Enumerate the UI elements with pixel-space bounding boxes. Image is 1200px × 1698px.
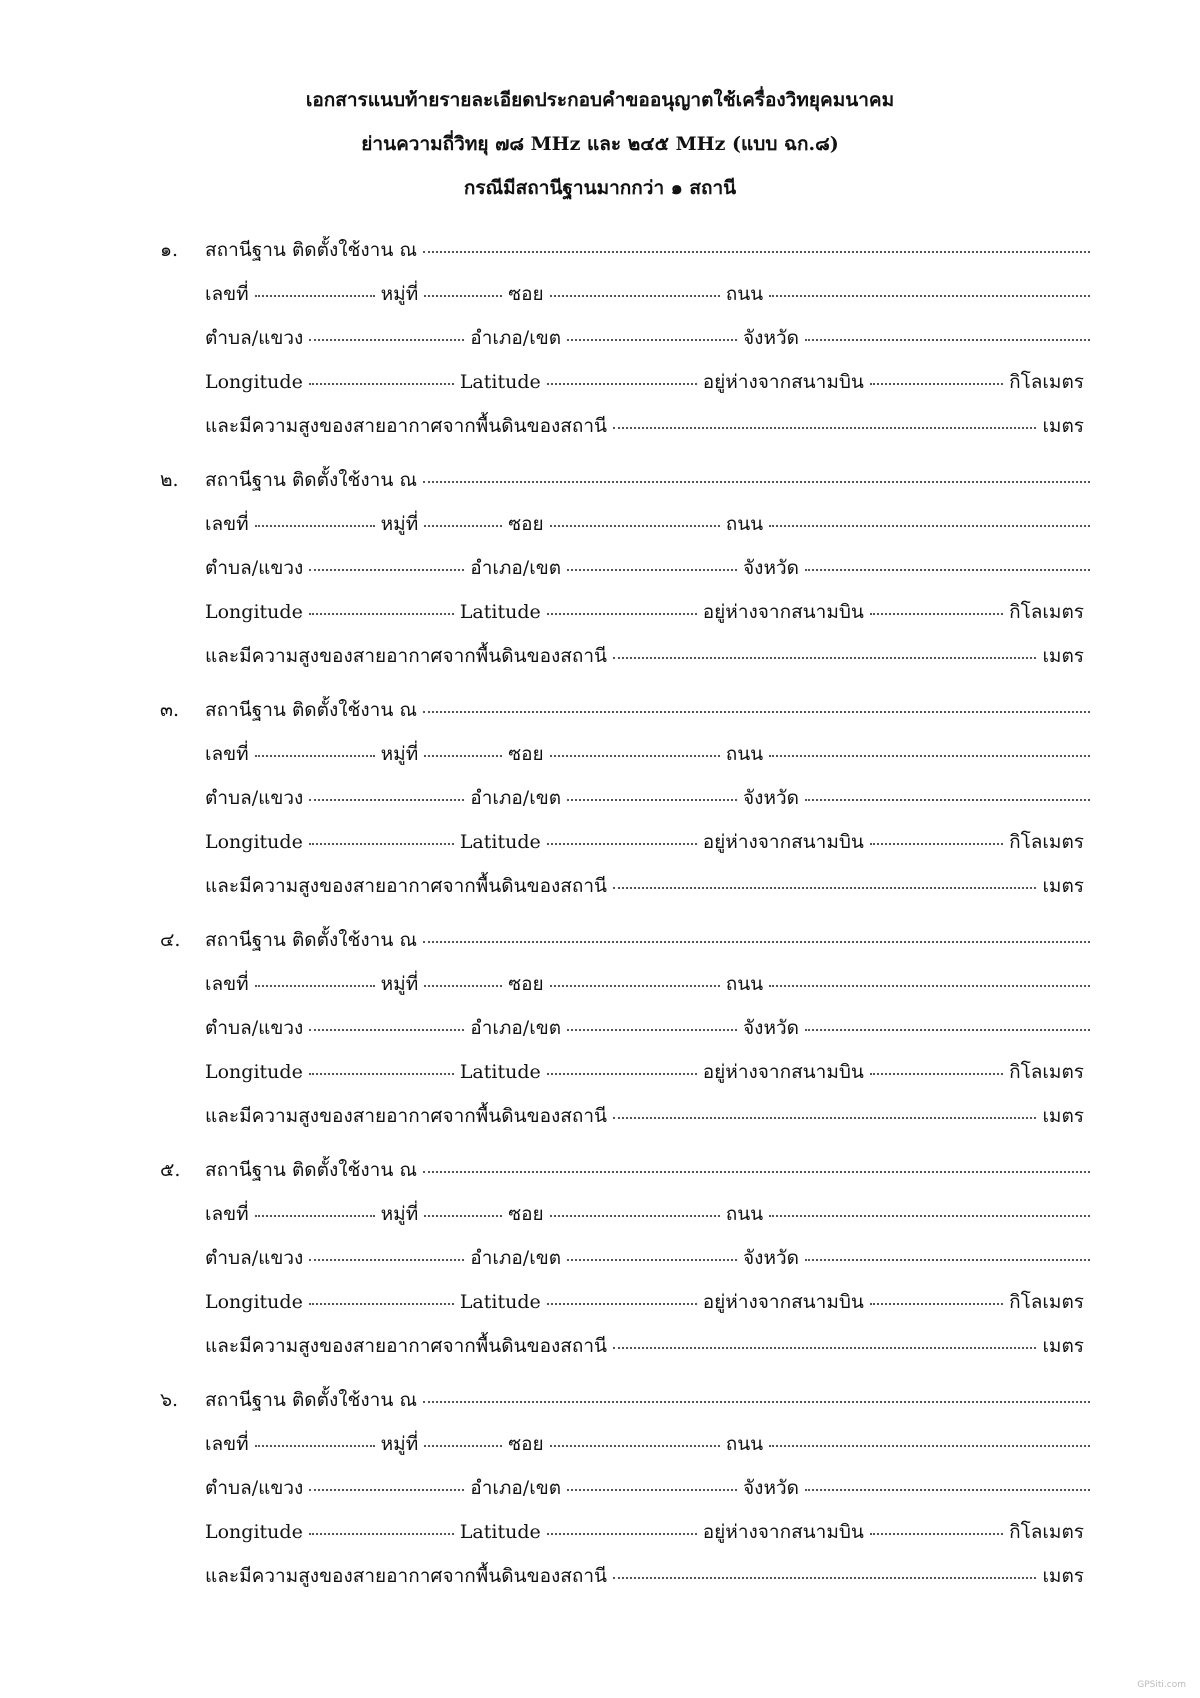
soi-field[interactable] [550, 1419, 720, 1447]
station-section [0, 458, 1200, 688]
kilometer-unit-label: กิโลเมตร [1009, 1061, 1084, 1083]
subdistrict-label: ตำบล/แขวง [205, 1017, 304, 1039]
kilometer-unit-label: กิโลเมตร [1009, 1291, 1084, 1313]
longitude-field[interactable] [309, 587, 454, 615]
station-location-label: สถานีฐาน ติดตั้งใช้งาน ณ [205, 239, 418, 261]
address-row [0, 1422, 1200, 1466]
meter-unit-label: เมตร [1042, 1335, 1084, 1357]
antenna-height-row [0, 1324, 1200, 1368]
province-label: จังหวัด [743, 1477, 799, 1499]
house-no-field[interactable] [255, 499, 375, 527]
airport-distance-label: อยู่ห่างจากสนามบิน [702, 831, 864, 853]
province-field[interactable] [805, 543, 1090, 571]
road-field[interactable] [769, 1189, 1090, 1217]
area-row [0, 316, 1200, 360]
station-number: ๒. [160, 469, 179, 491]
latitude-field[interactable] [547, 1047, 697, 1075]
station-location-row [0, 1378, 1200, 1422]
airport-distance-field[interactable] [870, 817, 1003, 845]
footer-watermark: GPSiti.com [1137, 1680, 1186, 1690]
document-header [0, 78, 1200, 210]
longitude-field[interactable] [309, 1277, 454, 1305]
station-location-row [0, 228, 1200, 272]
station-location-label: สถานีฐาน ติดตั้งใช้งาน ณ [205, 1159, 418, 1181]
airport-distance-label: อยู่ห่างจากสนามบิน [702, 1291, 864, 1313]
coordinates-row [0, 360, 1200, 404]
airport-distance-field[interactable] [870, 357, 1003, 385]
station-number: ๔. [160, 929, 181, 951]
airport-distance-field[interactable] [870, 1277, 1003, 1305]
district-field[interactable] [567, 543, 737, 571]
house-no-field[interactable] [255, 729, 375, 757]
longitude-field[interactable] [309, 1047, 454, 1075]
station-section [0, 1378, 1200, 1608]
station-location-label: สถานีฐาน ติดตั้งใช้งาน ณ [205, 1389, 418, 1411]
district-field[interactable] [567, 1003, 737, 1031]
antenna-height-label: และมีความสูงของสายอากาศจากพื้นดินของสถานี [205, 415, 608, 437]
station-location-row [0, 458, 1200, 502]
road-field[interactable] [769, 1419, 1090, 1447]
soi-label: ซอย [508, 1433, 544, 1455]
soi-label: ซอย [508, 1203, 544, 1225]
road-label: ถนน [725, 283, 764, 305]
moo-field[interactable] [424, 269, 502, 297]
airport-distance-label: อยู่ห่างจากสนามบิน [702, 1061, 864, 1083]
station-list [0, 228, 1200, 1608]
airport-distance-label: อยู่ห่างจากสนามบิน [702, 601, 864, 623]
house-no-field[interactable] [255, 959, 375, 987]
latitude-label: Latitude [459, 831, 541, 853]
antenna-height-field[interactable] [613, 1321, 1036, 1349]
area-row [0, 546, 1200, 590]
document-title-line-1: เอกสารแนบท้ายรายละเอียดประกอบคำขออนุญาตใช้เครื่องวิทยุคมนาคม [305, 89, 895, 111]
latitude-label: Latitude [459, 1061, 541, 1083]
road-label: ถนน [725, 1433, 764, 1455]
kilometer-unit-label: กิโลเมตร [1009, 601, 1084, 623]
house-no-field[interactable] [255, 269, 375, 297]
latitude-field[interactable] [547, 1277, 697, 1305]
moo-label: หมู่ที่ [380, 513, 419, 535]
antenna-height-label: และมีความสูงของสายอากาศจากพื้นดินของสถานี [205, 1105, 608, 1127]
road-label: ถนน [725, 513, 764, 535]
station-number: ๖. [160, 1389, 179, 1411]
antenna-height-row [0, 1094, 1200, 1138]
antenna-height-label: และมีความสูงของสายอากาศจากพื้นดินของสถานี [205, 875, 608, 897]
soi-label: ซอย [508, 283, 544, 305]
station-location-field[interactable] [423, 1145, 1090, 1173]
antenna-height-field[interactable] [613, 631, 1036, 659]
province-label: จังหวัด [743, 557, 799, 579]
district-field[interactable] [567, 313, 737, 341]
moo-label: หมู่ที่ [380, 1433, 419, 1455]
moo-label: หมู่ที่ [380, 973, 419, 995]
province-field[interactable] [805, 773, 1090, 801]
latitude-label: Latitude [459, 1291, 541, 1313]
road-field[interactable] [769, 959, 1090, 987]
subdistrict-label: ตำบล/แขวง [205, 327, 304, 349]
province-field[interactable] [805, 1003, 1090, 1031]
district-field[interactable] [567, 1233, 737, 1261]
road-field[interactable] [769, 499, 1090, 527]
province-field[interactable] [805, 313, 1090, 341]
soi-label: ซอย [508, 973, 544, 995]
station-location-field[interactable] [423, 1375, 1090, 1403]
airport-distance-label: อยู่ห่างจากสนามบิน [702, 1521, 864, 1543]
district-label: อำเภอ/เขต [470, 557, 562, 579]
soi-field[interactable] [550, 269, 720, 297]
district-label: อำเภอ/เขต [470, 1247, 562, 1269]
house-no-label: เลขที่ [205, 513, 249, 535]
subdistrict-field[interactable] [309, 543, 464, 571]
meter-unit-label: เมตร [1042, 415, 1084, 437]
airport-distance-field[interactable] [870, 587, 1003, 615]
house-no-field[interactable] [255, 1419, 375, 1447]
road-field[interactable] [769, 269, 1090, 297]
moo-field[interactable] [424, 1189, 502, 1217]
meter-unit-label: เมตร [1042, 1105, 1084, 1127]
latitude-label: Latitude [459, 1521, 541, 1543]
station-section [0, 228, 1200, 458]
longitude-label: Longitude [205, 601, 303, 623]
longitude-label: Longitude [205, 1061, 303, 1083]
address-row [0, 962, 1200, 1006]
longitude-label: Longitude [205, 1291, 303, 1313]
station-number: ๑. [160, 239, 179, 261]
station-location-label: สถานีฐาน ติดตั้งใช้งาน ณ [205, 699, 418, 721]
house-no-label: เลขที่ [205, 1433, 249, 1455]
district-field[interactable] [567, 1463, 737, 1491]
soi-field[interactable] [550, 729, 720, 757]
coordinates-row [0, 1280, 1200, 1324]
antenna-height-row [0, 634, 1200, 678]
province-label: จังหวัด [743, 787, 799, 809]
kilometer-unit-label: กิโลเมตร [1009, 831, 1084, 853]
antenna-height-label: และมีความสูงของสายอากาศจากพื้นดินของสถานี [205, 1565, 608, 1587]
station-location-row [0, 688, 1200, 732]
moo-field[interactable] [424, 729, 502, 757]
subdistrict-label: ตำบล/แขวง [205, 787, 304, 809]
subdistrict-label: ตำบล/แขวง [205, 1247, 304, 1269]
antenna-height-field[interactable] [613, 1091, 1036, 1119]
station-location-field[interactable] [423, 455, 1090, 483]
soi-field[interactable] [550, 959, 720, 987]
latitude-field[interactable] [547, 817, 697, 845]
subdistrict-field[interactable] [309, 1233, 464, 1261]
house-no-label: เลขที่ [205, 1203, 249, 1225]
district-label: อำเภอ/เขต [470, 1017, 562, 1039]
moo-label: หมู่ที่ [380, 1203, 419, 1225]
moo-field[interactable] [424, 1419, 502, 1447]
antenna-height-label: และมีความสูงของสายอากาศจากพื้นดินของสถานี [205, 645, 608, 667]
subdistrict-field[interactable] [309, 313, 464, 341]
latitude-field[interactable] [547, 587, 697, 615]
station-location-field[interactable] [423, 225, 1090, 253]
house-no-field[interactable] [255, 1189, 375, 1217]
latitude-field[interactable] [547, 357, 697, 385]
coordinates-row [0, 1510, 1200, 1554]
moo-label: หมู่ที่ [380, 283, 419, 305]
airport-distance-label: อยู่ห่างจากสนามบิน [702, 371, 864, 393]
district-field[interactable] [567, 773, 737, 801]
soi-field[interactable] [550, 499, 720, 527]
meter-unit-label: เมตร [1042, 645, 1084, 667]
soi-label: ซอย [508, 513, 544, 535]
antenna-height-row [0, 1554, 1200, 1598]
subdistrict-label: ตำบล/แขวง [205, 1477, 304, 1499]
province-field[interactable] [805, 1463, 1090, 1491]
station-section [0, 688, 1200, 918]
station-location-row [0, 918, 1200, 962]
road-label: ถนน [725, 743, 764, 765]
latitude-label: Latitude [459, 601, 541, 623]
area-row [0, 1466, 1200, 1510]
coordinates-row [0, 590, 1200, 634]
document-title-line-3: กรณีมีสถานีฐานมากกว่า ๑ สถานี [463, 177, 737, 199]
address-row [0, 502, 1200, 546]
road-label: ถนน [725, 1203, 764, 1225]
district-label: อำเภอ/เขต [470, 327, 562, 349]
station-number: ๕. [160, 1159, 181, 1181]
station-section [0, 1148, 1200, 1378]
subdistrict-label: ตำบล/แขวง [205, 557, 304, 579]
address-row [0, 1192, 1200, 1236]
antenna-height-field[interactable] [613, 1551, 1036, 1579]
antenna-height-label: และมีความสูงของสายอากาศจากพื้นดินของสถานี [205, 1335, 608, 1357]
station-location-field[interactable] [423, 915, 1090, 943]
station-location-label: สถานีฐาน ติดตั้งใช้งาน ณ [205, 469, 418, 491]
house-no-label: เลขที่ [205, 743, 249, 765]
subdistrict-field[interactable] [309, 773, 464, 801]
province-field[interactable] [805, 1233, 1090, 1261]
antenna-height-field[interactable] [613, 401, 1036, 429]
road-field[interactable] [769, 729, 1090, 757]
longitude-field[interactable] [309, 357, 454, 385]
latitude-field[interactable] [547, 1507, 697, 1535]
kilometer-unit-label: กิโลเมตร [1009, 371, 1084, 393]
station-location-label: สถานีฐาน ติดตั้งใช้งาน ณ [205, 929, 418, 951]
subdistrict-field[interactable] [309, 1003, 464, 1031]
airport-distance-field[interactable] [870, 1047, 1003, 1075]
meter-unit-label: เมตร [1042, 875, 1084, 897]
coordinates-row [0, 820, 1200, 864]
address-row [0, 732, 1200, 776]
longitude-label: Longitude [205, 371, 303, 393]
subdistrict-field[interactable] [309, 1463, 464, 1491]
address-row [0, 272, 1200, 316]
antenna-height-row [0, 864, 1200, 908]
province-label: จังหวัด [743, 1247, 799, 1269]
area-row [0, 1006, 1200, 1050]
document-title-line-2: ย่านความถี่วิทยุ ๗๘ MHz และ ๒๔๕ MHz (แบบ ฉก.๘) [361, 133, 839, 155]
kilometer-unit-label: กิโลเมตร [1009, 1521, 1084, 1543]
moo-label: หมู่ที่ [380, 743, 419, 765]
moo-field[interactable] [424, 959, 502, 987]
moo-field[interactable] [424, 499, 502, 527]
longitude-label: Longitude [205, 831, 303, 853]
coordinates-row [0, 1050, 1200, 1094]
area-row [0, 776, 1200, 820]
station-location-row [0, 1148, 1200, 1192]
district-label: อำเภอ/เขต [470, 1477, 562, 1499]
longitude-field[interactable] [309, 1507, 454, 1535]
soi-field[interactable] [550, 1189, 720, 1217]
station-section [0, 918, 1200, 1148]
latitude-label: Latitude [459, 371, 541, 393]
antenna-height-field[interactable] [613, 861, 1036, 889]
station-location-field[interactable] [423, 685, 1090, 713]
longitude-field[interactable] [309, 817, 454, 845]
antenna-height-row [0, 404, 1200, 448]
road-label: ถนน [725, 973, 764, 995]
area-row [0, 1236, 1200, 1280]
soi-label: ซอย [508, 743, 544, 765]
house-no-label: เลขที่ [205, 973, 249, 995]
longitude-label: Longitude [205, 1521, 303, 1543]
station-number: ๓. [160, 699, 180, 721]
airport-distance-field[interactable] [870, 1507, 1003, 1535]
meter-unit-label: เมตร [1042, 1565, 1084, 1587]
house-no-label: เลขที่ [205, 283, 249, 305]
province-label: จังหวัด [743, 327, 799, 349]
province-label: จังหวัด [743, 1017, 799, 1039]
district-label: อำเภอ/เขต [470, 787, 562, 809]
